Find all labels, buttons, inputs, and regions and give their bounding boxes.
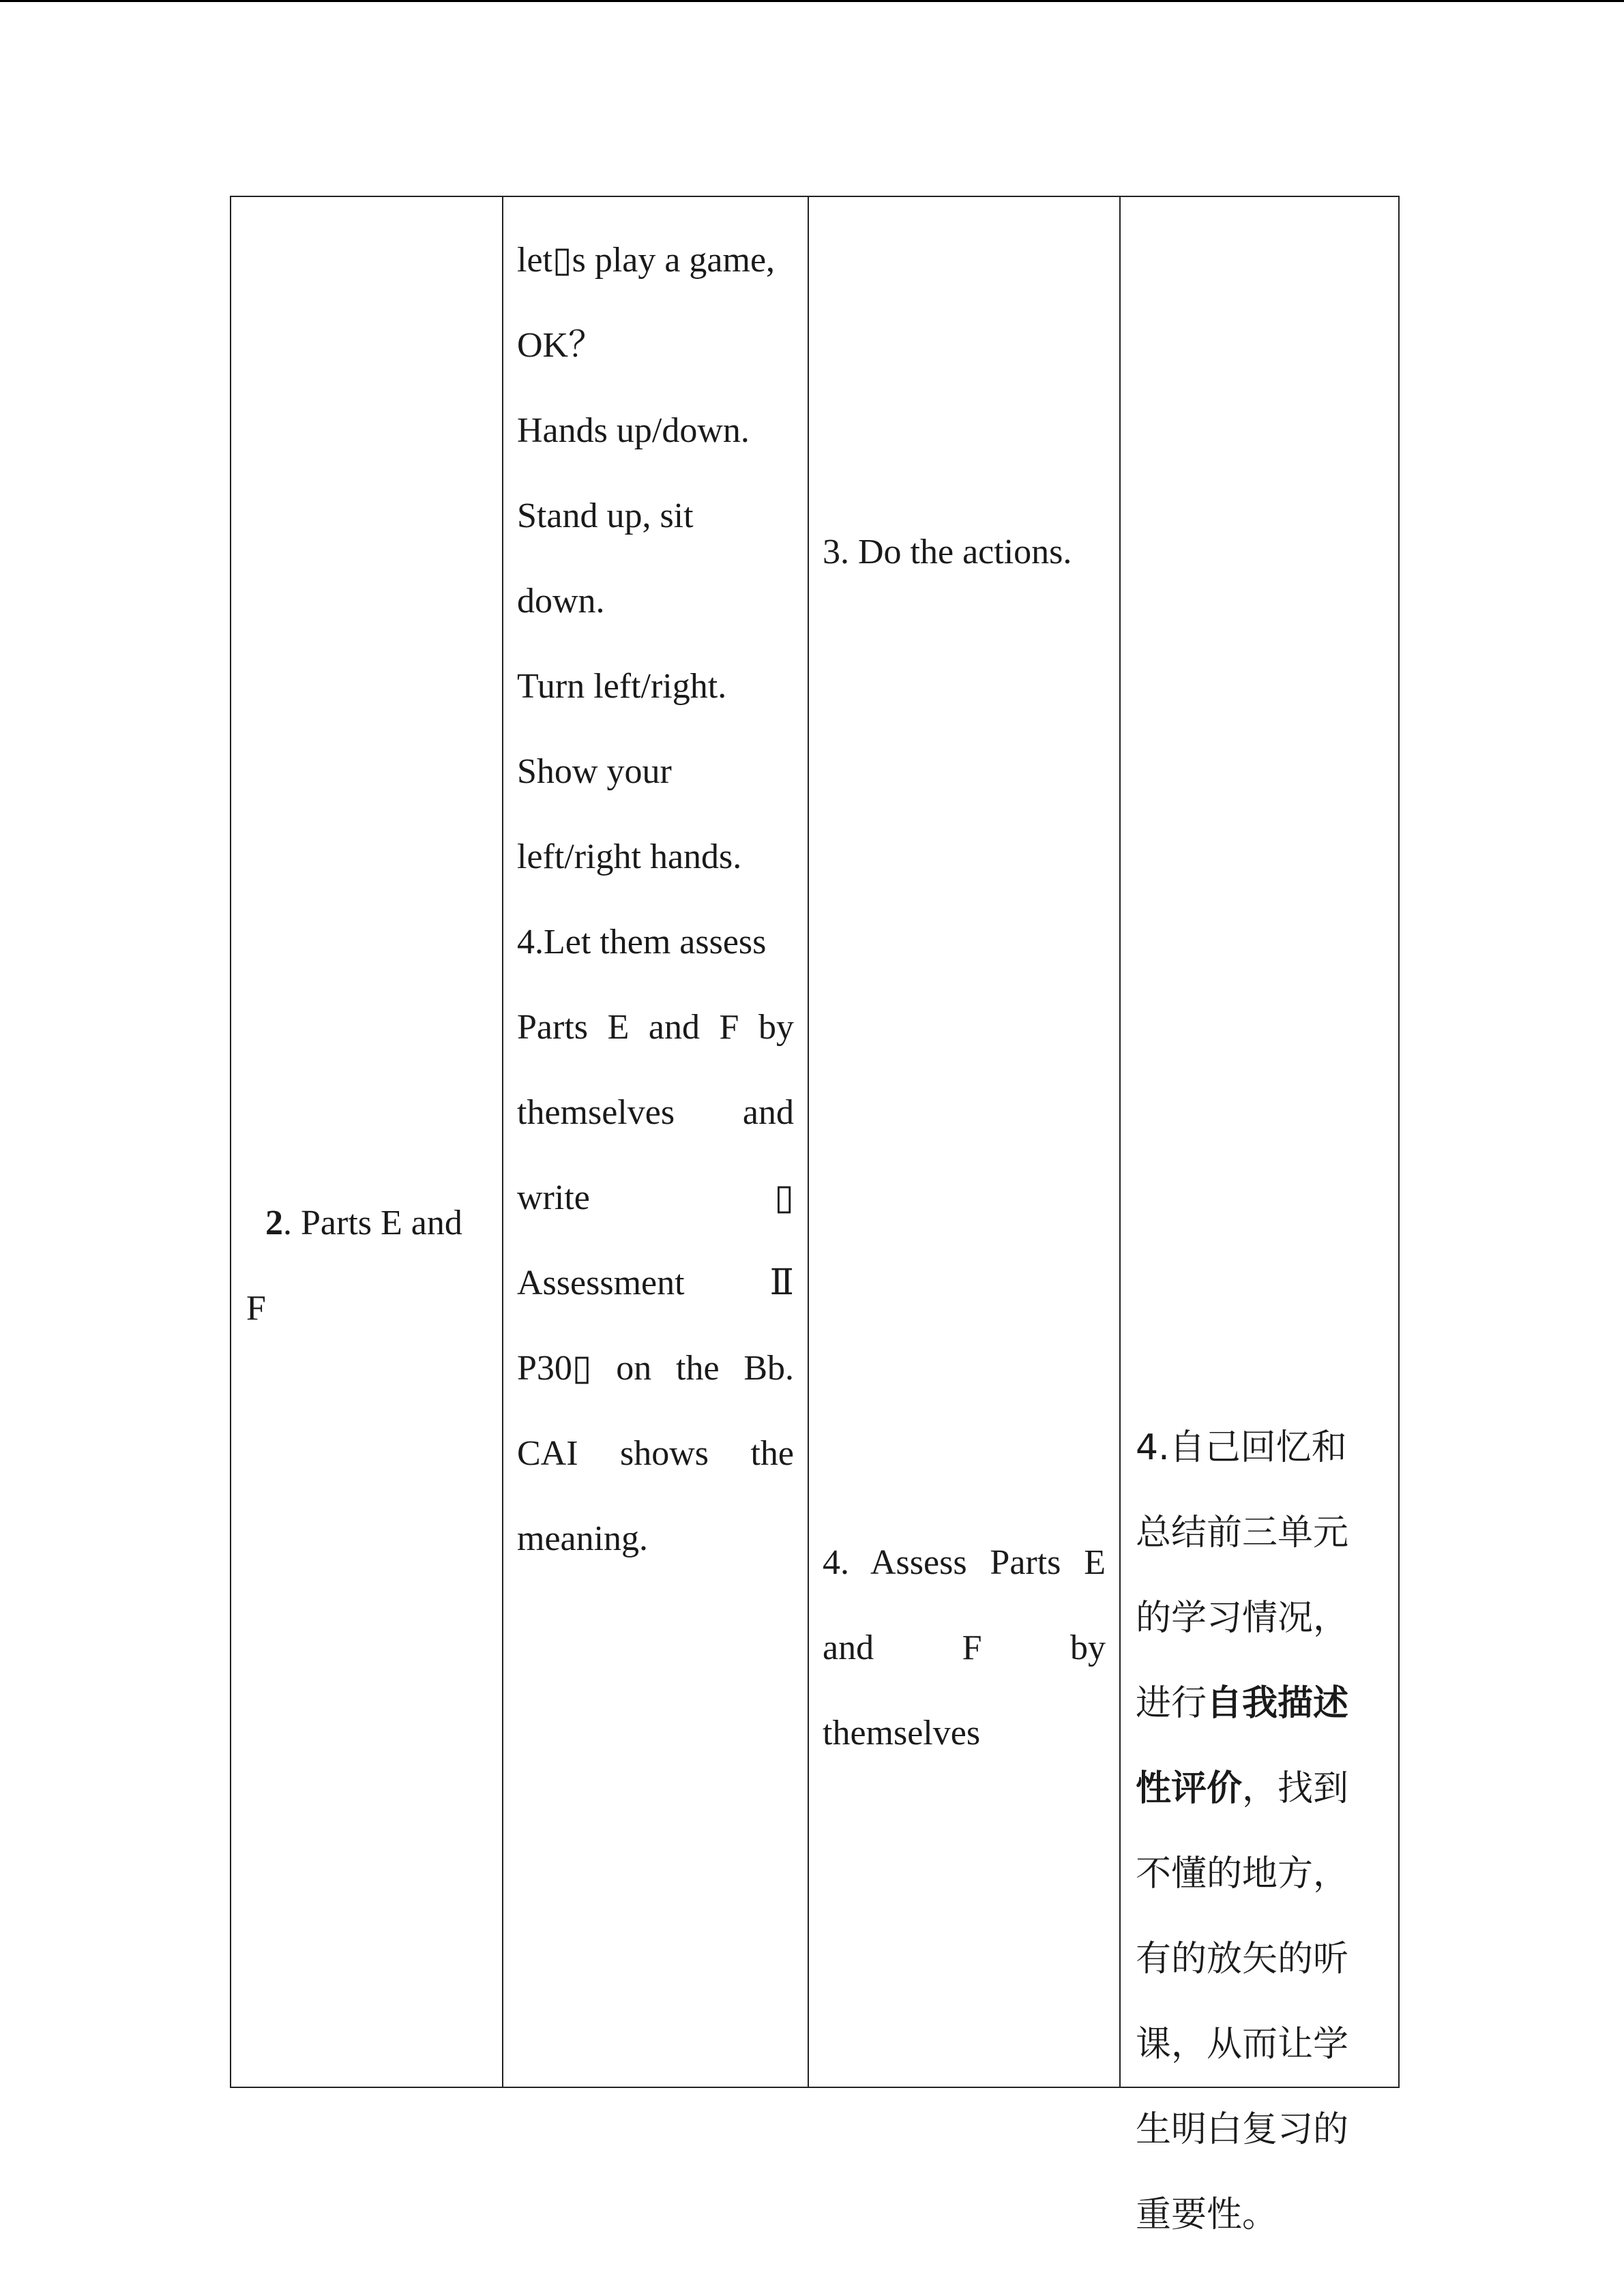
teacher-line: Assessment Ⅱ	[517, 1264, 794, 1302]
part-label	[231, 1180, 502, 1351]
teacher-line: Hands up/down.	[517, 411, 750, 450]
student-action-assess: 4. Assess Parts E and F by themselves	[823, 1543, 1106, 1753]
teacher-activity-text	[517, 218, 794, 1581]
teacher-line: themselves and	[517, 1093, 794, 1132]
self-description-emphasis: 自我描述	[1207, 1683, 1349, 1724]
evaluation-emphasis: 性评价	[1136, 1768, 1243, 1809]
student-action-actions: 3. Do the actions.	[823, 533, 1072, 571]
teacher-line: P30▯ on the Bb.	[517, 1349, 795, 1388]
teacher-line: Show your	[517, 752, 672, 791]
teacher-line: CAI shows the	[517, 1434, 794, 1473]
teacher-activity-cell	[503, 196, 808, 2087]
design-intent-cell	[1120, 196, 1399, 2235]
design-intent-text: 4.自己回忆和 总结前三单元 的学习情况， 进行自我描述 性评价，找到 不懂的地方， 有的放矢的听 课，从而让学 生明白复习的 重要性。	[1136, 1427, 1349, 2235]
teacher-line: Turn left/right.	[517, 667, 727, 706]
part-title: . Parts E and	[283, 1204, 462, 1242]
teacher-line: 4.Let them assess	[517, 923, 767, 961]
teacher-line: write ▯	[517, 1178, 794, 1217]
part-cell	[231, 196, 503, 2087]
teacher-line: let▯s play a game,	[517, 241, 776, 280]
student-activity-cell	[808, 196, 1120, 2087]
table-row	[231, 196, 1399, 2087]
teacher-line: left/right hands.	[517, 837, 742, 876]
part-number: 2	[265, 1204, 283, 1242]
teacher-line: OK？	[517, 326, 604, 365]
teacher-line: Stand up, sit	[517, 496, 694, 535]
part-title-cont: F	[246, 1289, 266, 1328]
lesson-plan-table	[230, 196, 1400, 2235]
page-top-rule	[0, 0, 1624, 2]
teacher-line: down.	[517, 582, 605, 621]
teacher-line: Parts E and F by	[517, 1008, 795, 1047]
teacher-line: meaning.	[517, 1519, 649, 1558]
